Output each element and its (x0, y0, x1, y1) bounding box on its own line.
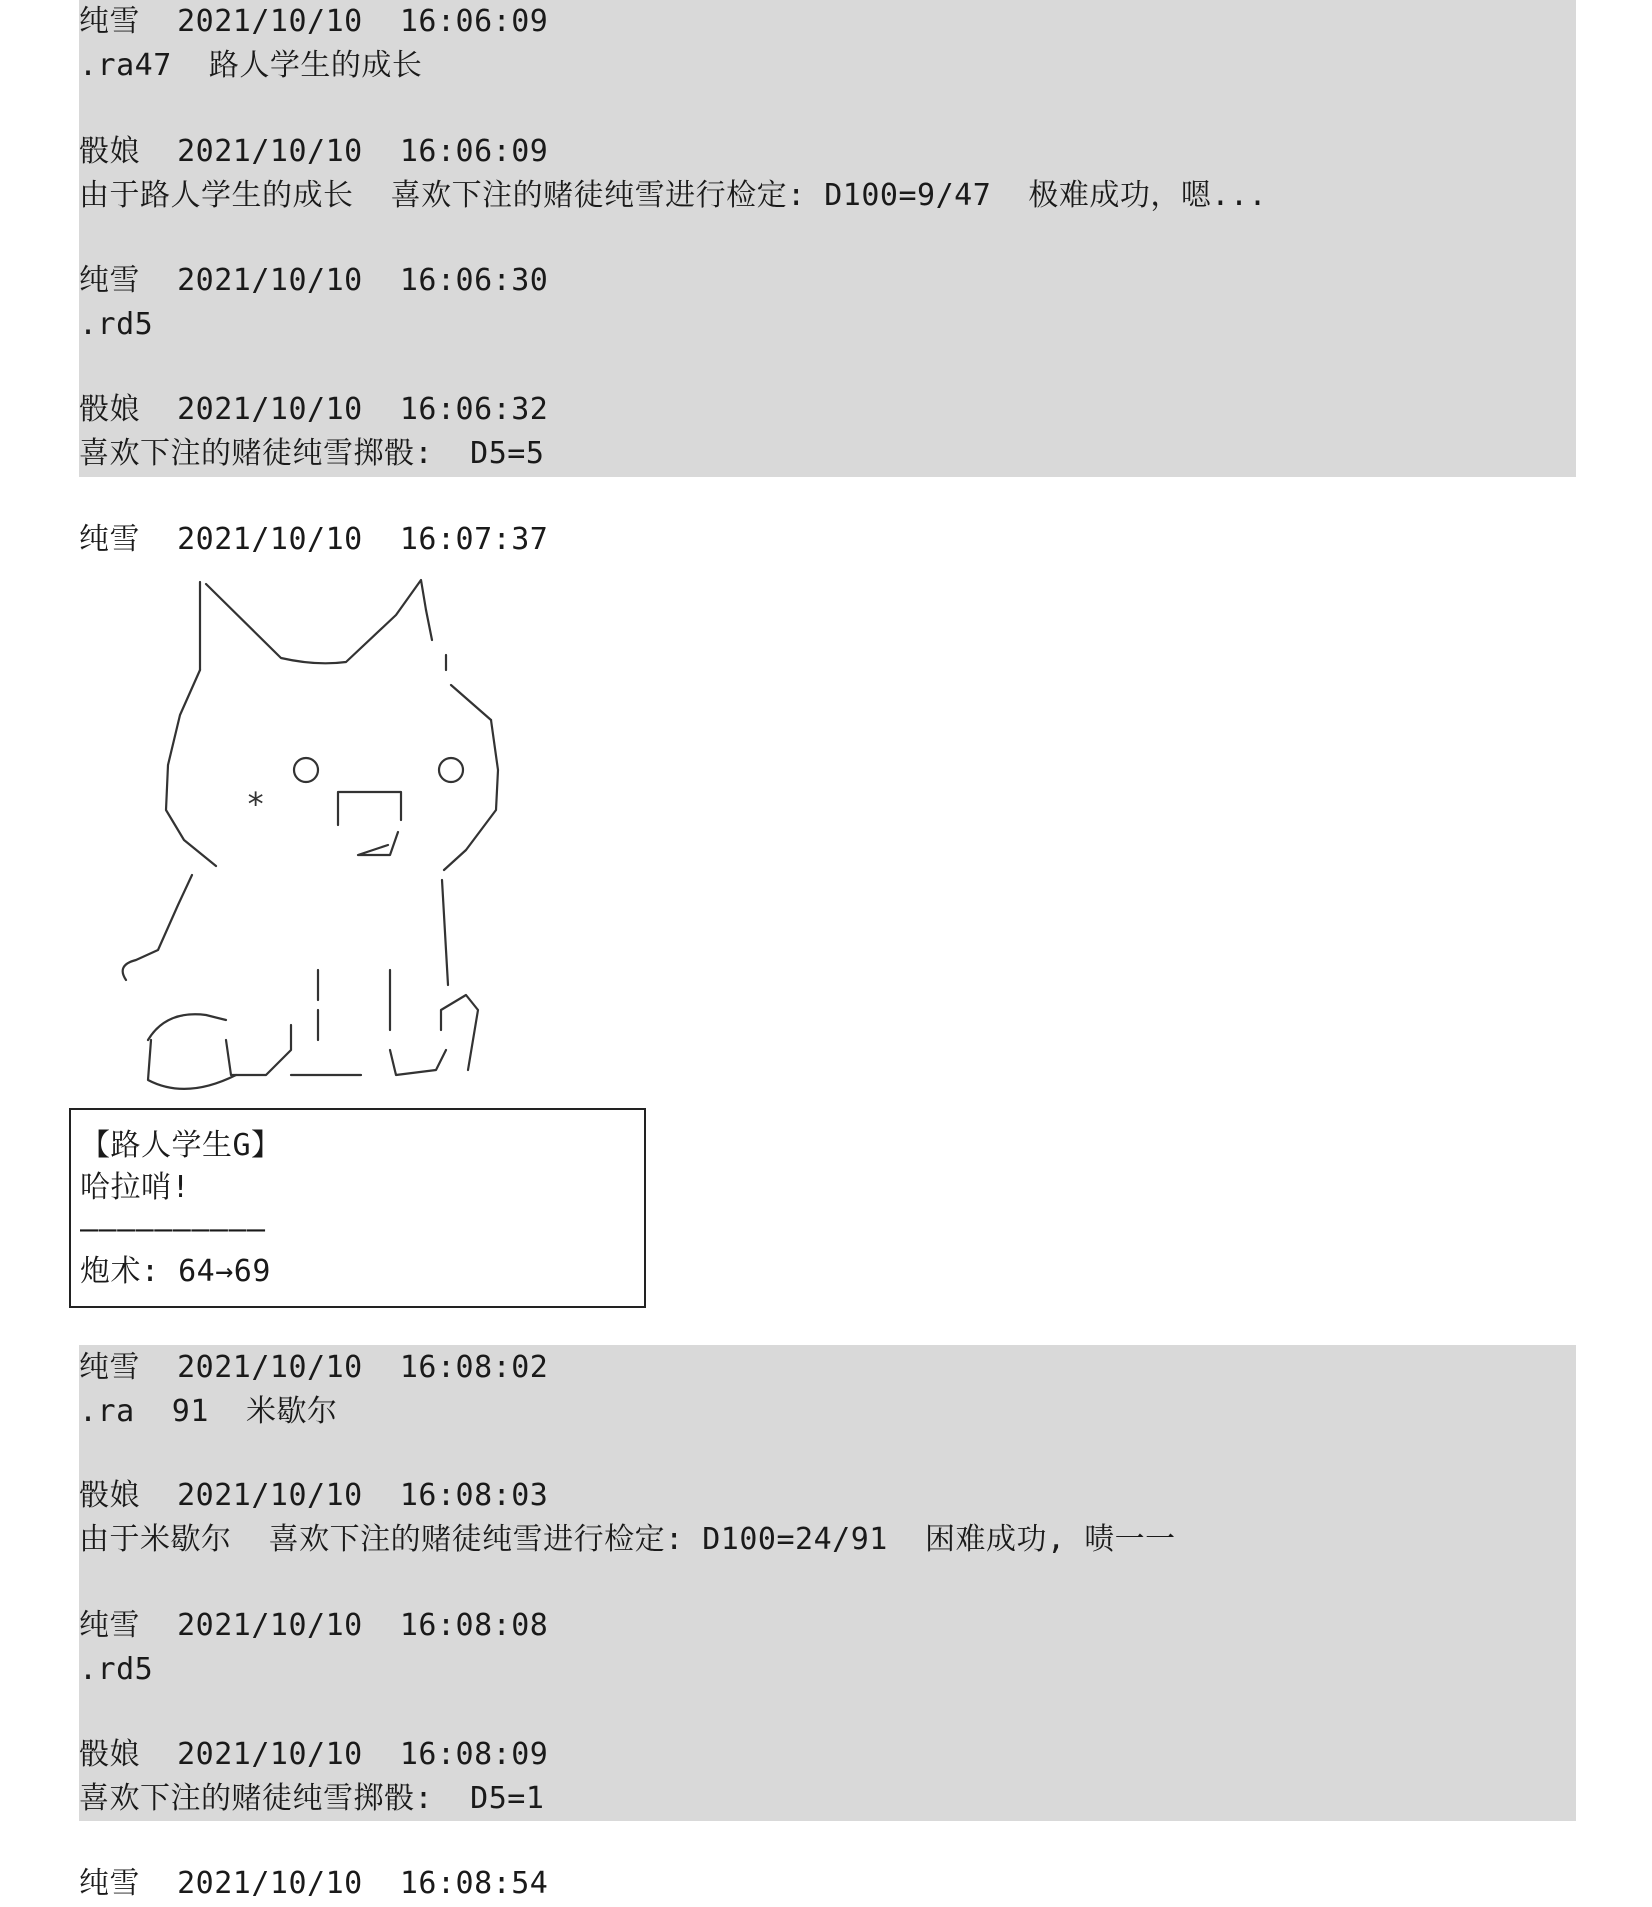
message-text: 由于路人学生的成长 喜欢下注的赌徒纯雪进行检定: D100=9/47 极难成功，嗯... (79, 178, 1268, 213)
card-line: 哈拉哨! (80, 1170, 191, 1205)
sender-name: 纯雪 (79, 522, 140, 557)
timestamp: 2021/10/10 16:06:32 (177, 392, 549, 427)
timestamp: 2021/10/10 16:08:08 (177, 1608, 549, 1643)
sender-name: 纯雪 (79, 1866, 140, 1901)
ascii-art-cat (96, 570, 536, 1100)
card-stat: 炮术: 64→69 (80, 1254, 271, 1289)
message-text: .rd5 (79, 1652, 154, 1687)
message-header (79, 1733, 548, 1777)
message-header (79, 1346, 548, 1390)
sender-name: 纯雪 (79, 4, 140, 39)
timestamp: 2021/10/10 16:06:30 (177, 263, 549, 298)
message-header (79, 130, 548, 174)
sender-name: 骰娘 (79, 392, 140, 427)
message-header (79, 1474, 548, 1518)
timestamp: 2021/10/10 16:07:37 (177, 522, 549, 557)
message-header (79, 518, 548, 562)
sender-name: 骰娘 (79, 1478, 140, 1513)
sender-name: 纯雪 (79, 263, 140, 298)
timestamp: 2021/10/10 16:06:09 (177, 4, 549, 39)
message-header (79, 1862, 548, 1906)
message-text: .ra 91 米歇尔 (79, 1394, 338, 1429)
message-text: 喜欢下注的赌徒纯雪掷骰: D5=5 (79, 436, 545, 471)
message-header (79, 388, 548, 432)
timestamp: 2021/10/10 16:08:03 (177, 1478, 549, 1513)
timestamp: 2021/10/10 16:08:54 (177, 1866, 549, 1901)
sender-name: 纯雪 (79, 1350, 140, 1385)
message-header (79, 1604, 548, 1648)
timestamp: 2021/10/10 16:06:09 (177, 134, 549, 169)
message-text: .ra47 路人学生的成长 (79, 48, 423, 83)
card-divider: —————————— (80, 1212, 266, 1247)
cat-drawing (96, 570, 536, 1100)
message-header (79, 0, 548, 44)
card-title: 【路人学生G】 (80, 1128, 282, 1163)
message-text: .rd5 (79, 307, 154, 342)
timestamp: 2021/10/10 16:08:09 (177, 1737, 549, 1772)
sender-name: 骰娘 (79, 134, 140, 169)
sender-name: 纯雪 (79, 1608, 140, 1643)
character-card (69, 1108, 646, 1308)
message-text: 由于米歇尔 喜欢下注的赌徒纯雪进行检定: D100=24/91 困难成功, 啧一一 (79, 1522, 1176, 1557)
message-header (79, 259, 548, 303)
sender-name: 骰娘 (79, 1737, 140, 1772)
svg-text:*: * (246, 785, 266, 823)
message-text: 喜欢下注的赌徒纯雪掷骰: D5=1 (79, 1781, 545, 1816)
timestamp: 2021/10/10 16:08:02 (177, 1350, 549, 1385)
